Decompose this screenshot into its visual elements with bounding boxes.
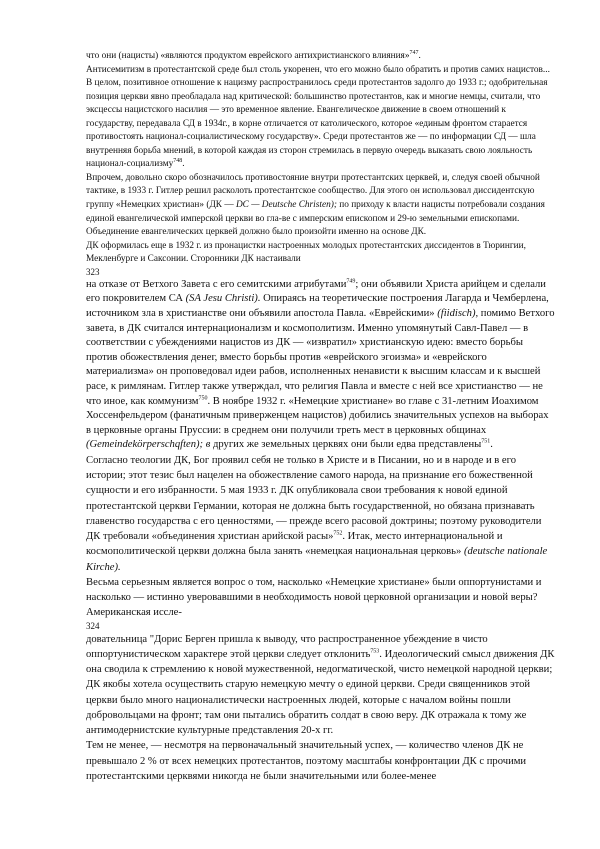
italic-term: (deutsche nationale Kirche). [86,546,548,573]
paragraph: на отказе от Ветхого Завета с его семитскими атрибутами$^{749}$; они объявили Христа арийцем и сделали его покровителем СА (SA Jesu Christi). Опираясь на теоретические построения Лагарда и Чемберлена, источником зла в христианстве они объявили апостола Павла. «Еврейскими» (fiidisch), помимо Ветхого завета, в ДК считался интернационализм и космополитизм. Именно упомянутый Савл-Павел — в соответствии с убеждениями нацистов из ДК — «извратил» христианскую идею: вместо борьбы против обожествления денег, вместо борьбы против «еврейского эгоизма» и «еврейского материализма» он проповедовал идеи рабов, исполненных ненависти к высшим классам и к высшей расе, к римлянам. Гитлер также утверждал, что религия Павла и вместе с ней все христианство — не что иное, как коммунизм$^{750}$. В ноябре 1932 г. «Немецкие христиане» во главе с 31-летним Иоахимом Хоссенфельдером (фанатичным приверженцем нацистов) добились значительных успехов на выборах в церковные органы Пруссии: в среднем они получили треть мест в церковных общинах (Gemeindekörperschqften); в других же земельных церквях они были едва представлены$^{751}$. [86,278,555,451]
footnote-ref: 748 [173,158,183,165]
page-number: 324 [86,620,100,631]
footnote-ref: 747 [409,49,419,56]
paragraph: Тем не менее, — несмотря на первоначальный значительный успех, — количество членов ДК не превышало 2 % от всех немецких протестантов, поэтому масштабы конфронтации ДК с прочими протестантскими церквями никогда не были значительными или более-менее [86,740,527,782]
paragraph: Весьма серьезным является вопрос о том, насколько «Немецкие христиане» были оппортунистами и насколько — истинно уверовавшими в необходимость новой церковной организации и новой веры? Американская иссле- [86,576,542,619]
italic-term: (Gemeindekörperschqften); в [86,439,211,451]
italic-term: DC — Deutsche Christen); [235,200,337,211]
italic-term: (SA Jesu Christi). [185,293,261,305]
paragraph: В целом, позитивное отношение к нацизму распространилось среди протестантов задолго до 1933 г.; одобрительная позиция церкви явно преобладала над критической: большинство протестантов, как и многие немцы, считали, что эксцессы нацистского насилия — это временное явление. Евангелическое движение в своем отношений к государству, передавала СД в 1934г., в корне отличается от католического, которое «единым фронтом старается противостоять национал-социалистическому государству». Среди протестантов же — по информации СД — шла внутренняя борьба мнений, в которой каждая из сторон стремилась в первую очередь выказать свою лояльность национал-социализму$^{748}$. [86,78,548,170]
paragraph: ДК оформилась еще в 1932 г. из пронацистки настроенных молодых протестантских диссидентов в Тюрингии, Мекленбурге и Саксонии. Сторонники ДК настаивали [86,240,526,265]
document-page [86,50,556,784]
footnote-ref: 750 [198,394,208,401]
footnote-ref: 752 [333,530,343,537]
paragraph: что они (нацисты) «являются продуктом еврейского антихристианского влияния»$^{747}$. [86,49,421,61]
footnote-ref: 751 [481,438,491,445]
paragraph: довательница "Дорис Берген пришла к выводу, что распространенное убеждение в чисто оппортунистическом характере этой церкви следует отклонить$^{753}$. Идеологический смысл движения ДК она сводила к стремлению к новой мужественной, недогматической, чисто немецкой народной церкви; ДК якобы хотела осуществить старую немецкую мечту о единой церкви. Среди священников этой церкви было много националистически настроенных людей, которые с началом войны пошли добровольцами на фронт; там они пытались обратить солдат в свою веру. ДК отражала к тому же антимодернистские культурные представления 20-х гг. [86,633,555,737]
footnote-ref: 749 [346,278,356,285]
footnote-ref: 753 [370,648,380,655]
italic-term: (fiidisch), [437,307,479,319]
paragraph: Антисемитизм в протестантской среде был столь укоренен, что его можно было обратить и против самих нацистов... [86,64,550,75]
paragraph: Согласно теологии ДК, Бог проявил себя не только в Христе и в Писании, но и в народе и в его истории; этот тезис был нацелен на обожествление самого народа, на признание его божественной сущности и его избранности. 5 мая 1933 г. ДК опубликовала свои требования к новой единой протестантской церкви Германии, которая не должна быть государственной, но обязана признавать главенство государства с его ценностями, — прежде всего расовой доктрины; поэтому руководители ДК требовали «объединения христиан арийской расы»$^{752}$. Итак, место интернациональной и космополитической церкви должна была занять «немецкая национальная церковь» (deutsche nationale Kirche). [86,454,548,573]
page-number: 323 [86,266,100,277]
paragraph: Впрочем, довольно скоро обозначилось противостояние внутри протестантских церквей, и, следуя своей обычной тактике, в 1933 г. Гитлер решил расколоть протестантское сообщество. Для этого он использовал диссидентскую группу «Немецких христиан» (ДК — DC — Deutsche Christen); по приходу к власти нацисты потребовали создания единой евангелической имперской церкви во гла-ве с имперским епископом и 29-ю земельными епископами. Объединение евангелических церквей должно было произойти именно на основе ДК. [86,172,545,238]
